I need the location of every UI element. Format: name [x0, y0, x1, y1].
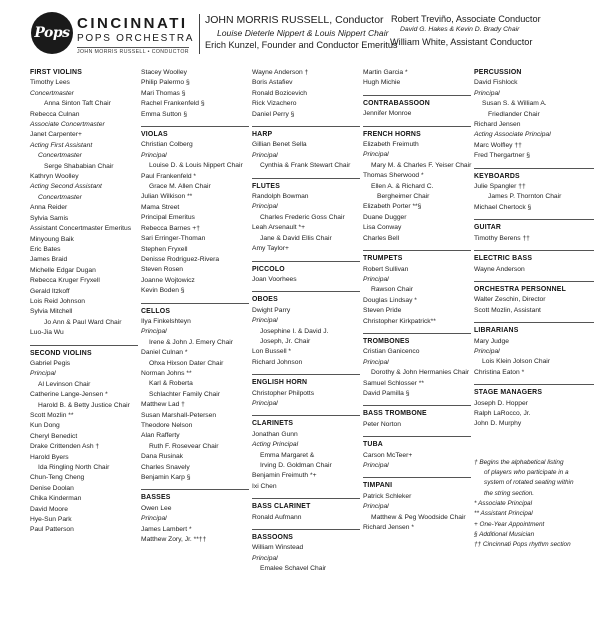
section-oboes	[252, 291, 360, 368]
roster-line: Samuel Schlosser **	[363, 379, 424, 387]
roster-line: Principal	[363, 462, 389, 469]
roster-line: Charles Snavely	[141, 463, 190, 471]
roster-line: Christopher Philpotts	[252, 389, 315, 397]
roster-line: Assistant Concertmaster Emeritus	[30, 225, 132, 233]
roster-line: Robert Sullivan	[363, 265, 409, 273]
roster-line: Chika Kinderman	[30, 495, 82, 503]
roster-line: Principal	[252, 554, 278, 562]
roster-line: Sylvia Mitchell	[30, 308, 73, 316]
section-trumpets	[363, 250, 471, 327]
roster-line: Kun Dong	[30, 422, 60, 430]
roster-line: Jennifer Monroe	[363, 110, 412, 118]
roster-line: Joanne Wojtowicz	[141, 276, 195, 284]
roster-line: Mama Street	[141, 203, 180, 211]
section-bass-trombone	[363, 405, 471, 430]
roster-line: Paul Frankenfeld *	[141, 172, 197, 180]
roster-line: Alan Rafferty	[141, 432, 180, 440]
roster-line: David Pamilla §	[363, 389, 410, 397]
roster-line: Jane & David Ellis Chair	[260, 234, 332, 242]
roster-line: Jonathan Gunn	[252, 430, 298, 438]
section-bass-clarinet	[252, 498, 360, 523]
roster-line: Friedlander Chair	[488, 110, 540, 118]
roster-line: Richard Johnson	[252, 358, 303, 366]
roster-line: Principal	[252, 151, 278, 159]
roster-line: Associate Concertmaster	[30, 121, 105, 129]
roster-line: Gerald Itzkoff	[30, 287, 70, 295]
roster-line: Carson McTeer+	[363, 451, 413, 459]
section-title: TIMPANI	[363, 482, 393, 490]
conductor-block	[205, 14, 398, 50]
logo-name: CINCINNATI	[77, 15, 188, 32]
section-clarinets	[252, 415, 360, 492]
legend-line: * Associate Principal	[474, 499, 533, 507]
header-divider	[199, 14, 200, 54]
roster-line: Wayne Anderson	[474, 265, 525, 273]
section-second-violins	[30, 345, 138, 536]
roster-line: James P. Thornton Chair	[488, 193, 562, 201]
roster-line: Joseph, Jr. Chair	[260, 337, 311, 345]
roster-line: Harold B. & Betty Justice Chair	[38, 401, 130, 409]
roster-line: Elizabeth Freimuth	[363, 141, 419, 149]
roster-line: Norman Johns **	[141, 369, 192, 377]
roster-line: Principal	[252, 317, 278, 325]
section-electric-bass	[474, 250, 594, 275]
roster-line: Principal	[30, 370, 56, 378]
section-title: SECOND VIOLINS	[30, 349, 92, 357]
roster-line: Fred Thergartner §	[474, 152, 531, 160]
roster-line: Al Levinson Chair	[38, 380, 91, 388]
section-title: LIBRARIANS	[474, 327, 519, 335]
roster-line: Hugh Michie	[363, 79, 401, 87]
section-harp	[252, 126, 360, 172]
roster-line: Joan Voorhees	[252, 275, 297, 283]
roster-line: Lois Klein Jolson Chair	[482, 358, 551, 366]
roster-column-1	[30, 68, 138, 542]
roster-line: Daniel Perry §	[252, 110, 295, 118]
associate-block	[390, 14, 595, 47]
associate-chair: David G. Hakes & Kevin D. Brady Chair	[400, 26, 520, 33]
roster-line: Irene & John J. Emery Chair	[149, 338, 233, 346]
roster-line: Principal	[252, 203, 278, 211]
section-title: FIRST VIOLINS	[30, 69, 82, 76]
roster-line: Benjamin Karp §	[141, 474, 191, 482]
roster-line: Joseph D. Hopper	[474, 399, 528, 407]
section-title: BASS CLARINET	[252, 503, 311, 511]
section-librarians	[474, 322, 594, 378]
section-title: FRENCH HORNS	[363, 130, 421, 138]
roster-line: Christopher Kirkpatrick**	[363, 317, 436, 325]
roster-line: Concertmaster	[38, 193, 82, 201]
roster-line: Elizabeth Porter **§	[363, 203, 422, 211]
roster-line: Paul Patterson	[30, 526, 74, 534]
roster-line: Principal	[363, 275, 389, 283]
roster-line: Thomas Sherwood *	[363, 172, 424, 180]
roster-line: Rick Vizachero	[252, 100, 297, 108]
section-orchestra-personnel	[474, 281, 594, 316]
roster-line: Lois Reid Johnson	[30, 297, 86, 305]
section-continued	[141, 68, 249, 120]
roster-line: Concertmaster	[38, 152, 82, 160]
section-title: BASSES	[141, 494, 171, 502]
roster-line: Daniel Culnan *	[141, 349, 188, 357]
section-title: BASSOONS	[252, 534, 294, 542]
roster-line: Drake Crittenden Ash †	[30, 443, 100, 451]
roster-line: David Fishlock	[474, 79, 518, 87]
roster-line: Christina Eaton *	[474, 368, 525, 376]
roster-line: Rebecca Kruger Fryxell	[30, 277, 100, 285]
section-first-violins	[30, 68, 138, 339]
section-title: BASS TROMBONE	[363, 410, 427, 418]
roster-line: Christian Colberg	[141, 141, 193, 149]
roster-line: Dana Rusinak	[141, 453, 184, 461]
roster-line: Wayne Anderson †	[252, 69, 309, 76]
section-title: PICCOLO	[252, 265, 285, 273]
section-guitar	[474, 219, 594, 244]
roster-line: James Braid	[30, 256, 68, 264]
roster-line: Rebecca Culnan	[30, 110, 80, 118]
roster-line: Charles Frederic Goss Chair	[260, 213, 345, 221]
section-piccolo	[252, 261, 360, 286]
roster-line: Principal Emeritus	[141, 214, 195, 222]
roster-line: Stephen Fryxell	[141, 245, 188, 253]
roster-line: Josephine I. & David J.	[260, 327, 329, 335]
roster-line: Steven Rosen	[141, 266, 184, 274]
roster-line: William Winstead	[252, 544, 304, 552]
roster-column-4	[363, 68, 471, 539]
section-title: CELLOS	[141, 307, 171, 315]
roster-line: Serge Shababian Chair	[44, 162, 114, 170]
section-title: GUITAR	[474, 224, 502, 232]
page-header	[0, 0, 599, 62]
roster-column-3	[252, 68, 360, 581]
roster-line: Philip Palermo §	[141, 79, 190, 87]
section-title: TUBA	[363, 441, 383, 449]
roster-line: Emma Margaret &	[260, 451, 315, 459]
section-title: CLARINETS	[252, 420, 294, 428]
roster-line: Principal	[363, 358, 389, 366]
founder-name: Erich Kunzel, Founder and Conductor Emeritus	[205, 40, 398, 50]
roster-line: Principal	[141, 151, 167, 159]
roster-line: Acting Principal	[252, 441, 299, 449]
roster-line: Patrick Schleker	[363, 492, 412, 500]
roster-line: Karl & Roberta	[149, 380, 193, 388]
roster-line: Steven Pride	[363, 307, 402, 315]
roster-line: Dwight Parry	[252, 306, 291, 314]
roster-line: Rachel Frankenfeld §	[141, 100, 205, 108]
roster-line: Luo-Jia Wu	[30, 329, 64, 337]
roster-line: Principal	[141, 328, 167, 336]
roster-line: Grace M. Allen Chair	[149, 183, 211, 191]
roster-line: Richard Jensen *	[363, 524, 414, 532]
section-cellos	[141, 303, 249, 484]
roster-line: Sylvia Samis	[30, 214, 69, 222]
section-french-horns	[363, 126, 471, 244]
section-tuba	[363, 436, 471, 471]
roster-line: Matthew Zory, Jr. **††	[141, 536, 207, 544]
roster-line: Minyoung Baik	[30, 235, 74, 243]
roster-line: Principal	[141, 515, 167, 523]
pops-logo	[31, 12, 201, 58]
roster-line: John D. Murphy	[474, 420, 522, 428]
roster-column-2	[141, 68, 249, 551]
roster-line: Benjamin Freimuth *+	[252, 472, 317, 480]
section-continued	[252, 68, 360, 120]
associate-conductor: Robert Treviño, Associate Conductor	[391, 14, 541, 24]
roster-line: Ronald Bozicevich	[252, 89, 308, 97]
roster-line: Ixi Chen	[252, 482, 277, 490]
roster-line: Mary M. & Charles F. Yeiser Chair	[371, 161, 472, 169]
roster-line: Anna Sinton Taft Chair	[44, 100, 111, 108]
section-violas	[141, 126, 249, 297]
section-title: VIOLAS	[141, 131, 168, 139]
roster-line: Matthew Lad †	[141, 401, 185, 409]
roster-line: Ellen A. & Richard C.	[371, 182, 434, 190]
section-title: PERCUSSION	[474, 69, 522, 76]
roster-line: Denisse Rodriguez-Rivera	[141, 255, 220, 263]
roster-line: Lon Bussell *	[252, 348, 292, 356]
section-bassoons	[252, 529, 360, 575]
roster-line: Emma Sutton §	[141, 110, 188, 118]
roster-line: Ohxa Hixson Dater Chair	[149, 359, 224, 367]
legend-line: § Additional Musician	[474, 530, 535, 538]
conductor-name: JOHN MORRIS RUSSELL, Conductor	[205, 14, 384, 26]
roster-line: Martin Garcia *	[363, 69, 408, 76]
roster-line: Lisa Conway	[363, 224, 402, 232]
roster-line: Acting Second Assistant	[30, 183, 102, 191]
section-continued	[363, 68, 471, 89]
roster-line: Bergheimer Chair	[377, 193, 430, 201]
roster-line: Matthew & Peg Woodside Chair	[371, 513, 466, 521]
roster-line: Theodore Nelson	[141, 422, 193, 429]
roster-line: Marc Wolfley ††	[474, 141, 522, 149]
roster-line: Principal	[474, 89, 500, 97]
roster-line: Scott Mozlin, Assistant	[474, 306, 541, 314]
roster-line: Charles Bell	[363, 234, 400, 242]
roster-line: Concertmaster	[30, 89, 74, 97]
section-english-horn	[252, 374, 360, 409]
legend-line: system of rotated seating within	[484, 479, 574, 487]
roster-line: Walter Zeschin, Director	[474, 296, 546, 304]
roster-line: Principal	[363, 503, 389, 511]
roster-line: Sari Erringer-Thoman	[141, 235, 206, 243]
section-title: TRUMPETS	[363, 255, 403, 263]
roster-line: Gillian Benet Sella	[252, 141, 307, 149]
roster-line: Ronald Aufmann	[252, 513, 302, 521]
roster-line: Denise Doolan	[30, 484, 74, 492]
roster-line: James Lambert *	[141, 525, 192, 533]
section-title: STAGE MANAGERS	[474, 389, 543, 397]
roster-line: Principal	[363, 151, 389, 159]
section-title: HARP	[252, 131, 273, 139]
roster-line: Susan Marshall-Petersen	[141, 411, 217, 419]
roster-line: Gabriel Pegis	[30, 359, 71, 367]
roster-line: Schlachter Family Chair	[149, 390, 220, 398]
footnote-legend	[474, 458, 594, 551]
assistant-conductor: William White, Assistant Conductor	[390, 37, 533, 47]
pops-logo-badge: Pops	[31, 12, 73, 54]
legend-line: of players who participate in a	[484, 469, 569, 477]
section-title: ENGLISH HORN	[252, 379, 308, 387]
section-percussion	[474, 68, 594, 162]
roster-line: Ruth F. Rosevear Chair	[149, 442, 219, 450]
legend-line: the string section.	[484, 489, 535, 497]
roster-line: Kevin Boden §	[141, 287, 185, 295]
roster-line: Duane Dugger	[363, 213, 407, 221]
roster-line: Cristian Ganicenco	[363, 348, 420, 356]
roster-line: Timothy Lees	[30, 79, 70, 87]
roster-line: Anna Reider	[30, 204, 68, 212]
section-title: TROMBONES	[363, 337, 410, 345]
roster-line: Chun-Teng Cheng	[30, 474, 85, 482]
roster-line: Acting First Assistant	[30, 141, 93, 149]
roster-line: Jo Ann & Paul Ward Chair	[44, 318, 122, 326]
roster-line: Louise D. & Louis Nippert Chair	[149, 162, 243, 170]
legend-line: ** Assistant Principal	[474, 510, 533, 518]
section-stage-managers	[474, 384, 594, 430]
roster-line: Mari Thomas §	[141, 89, 186, 97]
logo-subtitle: POPS ORCHESTRA	[77, 33, 195, 44]
roster-line: Janet Carpenter+	[30, 131, 82, 139]
section-title: ORCHESTRA PERSONNEL	[474, 285, 566, 293]
legend-line: †† Cincinnati Pops rhythm section	[474, 541, 571, 549]
roster-line: Kathryn Woolley	[30, 173, 79, 181]
roster-line: Owen Lee	[141, 504, 172, 512]
roster-line: Michelle Edgar Dugan	[30, 266, 96, 274]
roster-line: Hye-Sun Park	[30, 516, 72, 524]
roster-line: Cynthia & Frank Stewart Chair	[260, 162, 351, 170]
section-keyboards	[474, 168, 594, 214]
roster-line: Cheryl Benedict	[30, 432, 78, 440]
roster-line: Boris Astafiev	[252, 79, 293, 87]
legend-line: † Begins the alphabetical listing	[474, 458, 564, 466]
section-title: CONTRABASSOON	[363, 99, 430, 107]
conductor-chair: Louise Dieterle Nippert & Louis Nippert Chair	[217, 28, 389, 38]
roster-line: Richard Jensen	[474, 121, 521, 129]
roster-line: Emalee Schavel Chair	[260, 565, 327, 573]
section-contrabassoon	[363, 95, 471, 120]
roster-line: Principal	[474, 347, 500, 355]
roster-line: Randolph Bowman	[252, 193, 309, 201]
roster-line: Harold Byers	[30, 453, 69, 461]
roster-line: Peter Norton	[363, 420, 401, 428]
roster-line: Ilya Finkelshteyn	[141, 317, 191, 325]
roster-line: Ida Ringling North Chair	[38, 464, 110, 472]
roster-line: David Moore	[30, 505, 68, 513]
roster-line: Douglas Lindsay *	[363, 296, 417, 304]
roster-line: Julian Wilkison **	[141, 193, 193, 201]
roster-line: Acting Associate Principal	[474, 131, 551, 139]
section-title: ELECTRIC BASS	[474, 255, 533, 263]
roster-line: Stacey Woolley	[141, 69, 187, 76]
roster-line: Rebecca Barnes +†	[141, 224, 200, 232]
roster-line: Julie Spangler ††	[474, 183, 526, 191]
section-basses	[141, 489, 249, 545]
roster-line: Susan S. & William A.	[482, 100, 547, 108]
roster-line: Ralph LaRocco, Jr.	[474, 409, 531, 417]
roster-line: Leah Arsenault *+	[252, 224, 305, 232]
section-title: KEYBOARDS	[474, 172, 520, 180]
roster-line: Rawson Chair	[371, 286, 413, 294]
roster-line: Irving D. Goldman Chair	[260, 462, 332, 469]
section-trombones	[363, 333, 471, 399]
roster-column-5	[474, 68, 594, 550]
roster-line: Principal	[252, 399, 278, 407]
section-timpani	[363, 477, 471, 533]
roster-line: Scott Mozlin **	[30, 412, 74, 419]
roster-line: Mary Judge	[474, 337, 509, 345]
logo-credit: JOHN MORRIS RUSSELL • CONDUCTOR	[77, 49, 189, 55]
section-title: OBOES	[252, 296, 278, 304]
legend-line: + One-Year Appointment	[474, 520, 545, 528]
section-flutes	[252, 178, 360, 255]
roster-line: Timothy Berens ††	[474, 234, 530, 242]
roster-line: Amy Taylor+	[252, 245, 289, 253]
roster-line: Catherine Lange-Jensen *	[30, 391, 108, 399]
roster-line: Michael Chertock §	[474, 203, 532, 211]
roster-line: Eric Bates	[30, 245, 61, 253]
section-title: FLUTES	[252, 182, 280, 190]
roster-line: Dorothy & John Hermanies Chair	[371, 369, 470, 377]
